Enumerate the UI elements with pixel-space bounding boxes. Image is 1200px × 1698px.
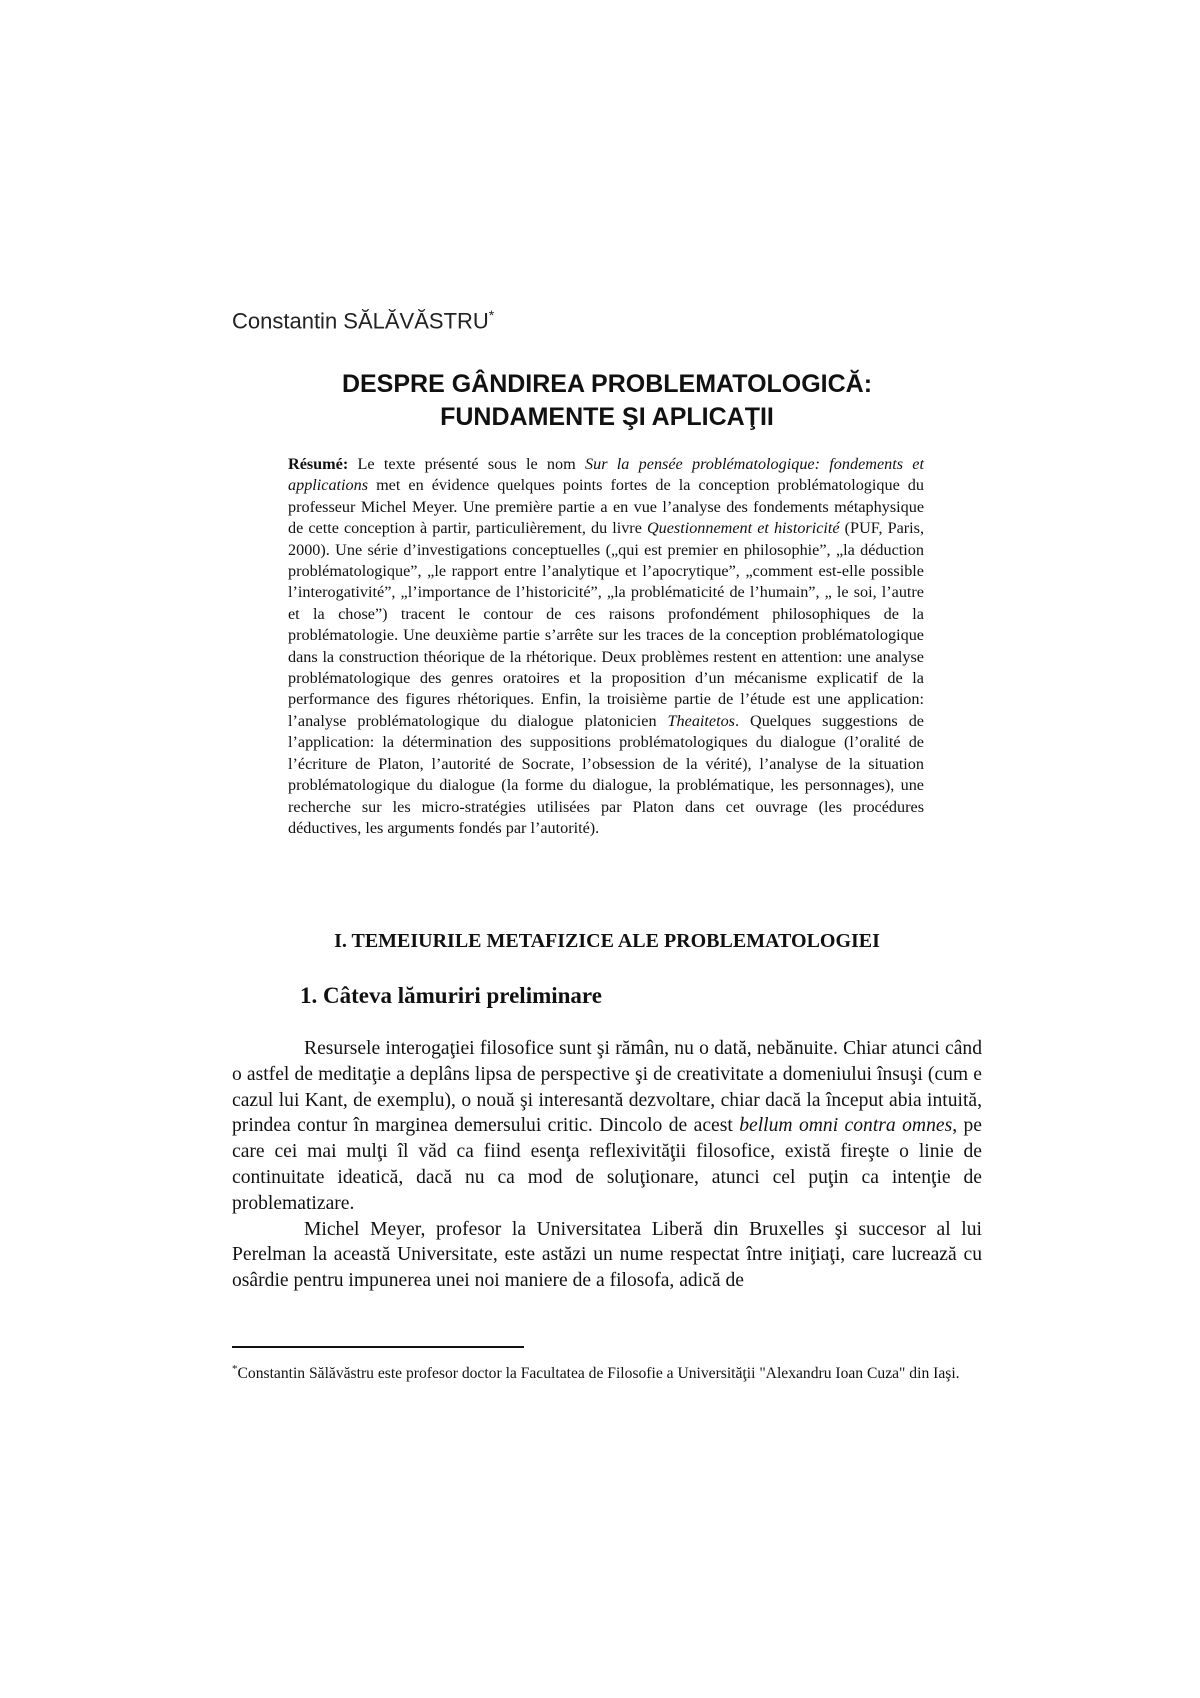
page-title (232, 368, 982, 434)
section-heading: I. TEMEIURILE METAFIZICE ALE PROBLEMATOLOGIEI (334, 930, 880, 952)
author-name (232, 307, 494, 334)
abstract-text-3: (PUF, Paris, 2000). Une série d’investigations conceptuelles („qui est premier en philosophie”, „la déduction problématologique”, „le rapport entre l’analytique et l’apocrytique”, „comment est-elle possible l’interogativité”, „l’importance de l’historicité”, „la problématicité de l’humain”, „ le soi, l’autre et la chose”) tracent le contour de ces raisons profondément philosophiques de la problématologie. Une deuxième partie s’arrête sur les traces de la conception problématologique dans la construction théorique de la rhétorique. Deux problèmes restent en attention: une analyse problématologique des genres oratoires et la proposition d’un mécanisme explicatif de la performance des figures rhétoriques. Enfin, la troisième partie de l’étude est une application: l’analyse problématologique du dialogue platonicien (288, 519, 924, 730)
footnote-mark: * (232, 1363, 238, 1375)
footnote (232, 1358, 982, 1385)
abstract-text-1: Le texte présenté sous le nom (348, 455, 586, 473)
abstract (288, 454, 924, 839)
body-text (232, 1036, 982, 1294)
paragraph-1-text-2: , pe care cei mai mulţi îl văd ca fiind esenţa reflexivităţii filosofice, există fireşte o linie de continuitate ideatică, dacă nu ca mod de soluţionare, atunci cel puţin ca intenţie de problematizare. (232, 1115, 983, 1214)
paragraph-2: Michel Meyer, profesor la Universitatea Liberă din Bruxelles şi succesor al lui Perelman la această Universitate, este astăzi un nume respectat între iniţiaţi, care lucrează cu osârdie pentru impunerea unei noi maniere de a filosofa, adică de (232, 1218, 982, 1292)
paragraph-1-italic: bellum omni contra omnes (739, 1115, 953, 1137)
abstract-label: Résumé: (288, 455, 349, 473)
title-line-2: FUNDAMENTE ŞI APLICAŢII (440, 403, 774, 431)
abstract-text-4: . Quelques suggestions de l’application: la détermination des suppositions problématologiques du dialogue (l’oralité de l’écriture de Platon, l’autorité de Socrate, l’obsession de la vérité), l’analyse de la situation problématologique du dialogue (la forme du dialogue, la problématique, les personnages), une recherche sur les micro-stratégies utilisées par Platon dans cet ouvrage (les procédures déductives, les arguments fondés par l’autorité). (288, 711, 924, 837)
title-line-1: DESPRE GÂNDIREA PROBLEMATOLOGICĂ: (341, 370, 873, 398)
author-footnote-mark: * (488, 307, 495, 323)
abstract-italic-2: Questionnement et historicité (646, 519, 840, 538)
abstract-italic-1: Sur la pensée problématologique: fondements et applications (288, 455, 924, 495)
paragraph-1 (232, 1036, 982, 1217)
paragraph-1-text-1: Resursele interogaţiei filosofice sunt şi rămân, nu o dată, nebănuite. Chiar atunci când o astfel de meditaţie a deplâns lipsa de perspective şi de creativitate a domeniului însuşi (cum e cazul lui Kant, de exemplu), o nouă şi interesantă dezvoltare, chiar dacă la început abia intuită, prindea contur în marginea demersului critic. Dincolo de acest (232, 1038, 982, 1137)
subsection-heading: 1. Câteva lămuriri preliminare (300, 983, 602, 1008)
abstract-italic-3: Theaitetos (667, 711, 735, 730)
footnote-text: Constantin Sălăvăstru este profesor doctor la Facultatea de Filosofie a Universităţii "Alexandru Ioan Cuza" din Iaşi. (237, 1365, 960, 1383)
author-name-text: Constantin SĂLĂVĂSTRU (232, 308, 489, 334)
abstract-text-2: met en évidence quelques points fortes de la conception problématologique du professeur Michel Meyer. Une première partie a en vue l’analyse des fondements métaphysique de cette conception à partir, particulièrement, du livre (288, 476, 924, 538)
footnote-divider (232, 1346, 524, 1348)
